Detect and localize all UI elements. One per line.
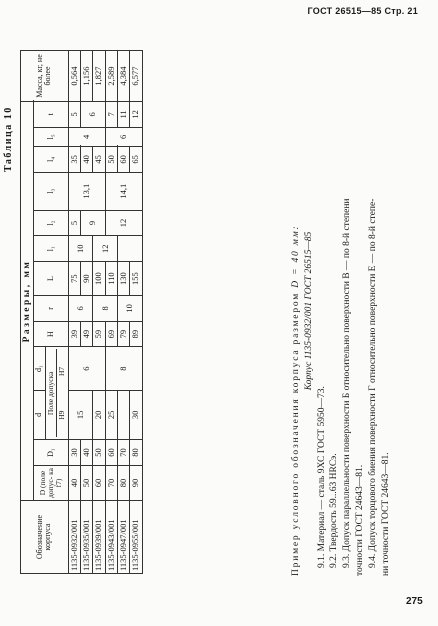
cell-l3: 14,1 (105, 172, 142, 210)
table-row (68, 51, 80, 574)
tolerance-field-header (46, 347, 69, 440)
cell-name: 1135-0932/001 (68, 501, 80, 574)
cell-t: 12 (130, 102, 142, 128)
example-line (290, 46, 303, 576)
cell-D1: 70 (118, 440, 130, 466)
cell-r: 10 (118, 295, 143, 321)
cell-l4: 40 (81, 146, 93, 172)
cell-t: 6 (81, 102, 106, 128)
cell-name: 1135-0935/001 (81, 501, 93, 574)
cell-d: 20 (93, 390, 105, 439)
cell-D: 80 (118, 466, 130, 501)
cell-mass: 1,156 (81, 51, 93, 102)
cell-mass: 0,564 (68, 51, 80, 102)
col-r-header: r (34, 295, 68, 321)
cell-D1: 50 (93, 440, 105, 466)
cell-D1: 80 (130, 440, 142, 466)
cell-L: 130 (118, 262, 130, 296)
cell-l3: 13,1 (68, 172, 105, 210)
example-formula: D = 40 мм: (291, 224, 301, 288)
cell-l4: 35 (68, 146, 80, 172)
col-l5-header: l₅ (34, 127, 68, 146)
cell-L: 155 (130, 262, 142, 296)
cell-l4: 45 (93, 146, 105, 172)
col-H-header: H (34, 321, 68, 347)
cell-L: 100 (93, 262, 105, 296)
dimensions-group-header: Размеры, мм (21, 102, 34, 501)
cell-H: 89 (130, 321, 142, 347)
note-9-4-cont: ни точности ГОСТ 24643—81. (380, 452, 391, 576)
cell-l1 (118, 236, 143, 262)
page-number: 275 (406, 596, 423, 607)
cell-l2: 9 (81, 210, 106, 236)
note-9-2: 9.2. Твердость 59...63 HRCэ. (329, 453, 340, 568)
col-d1-header: d₁ (34, 347, 46, 390)
note-9-4: 9.4. Допуск торцового биения поверхности Г относительно поверхности Е — по 8-й степе- (367, 198, 378, 568)
tolerance-h9: H9 (57, 410, 67, 420)
cell-L: 110 (105, 262, 117, 296)
page-header: ГОСТ 26515—85 Стр. 21 (307, 6, 418, 16)
cell-d1: 8 (105, 347, 142, 390)
col-mass-header: Масса, кг, не более (21, 51, 69, 102)
cell-name: 1135-0947/001 (118, 501, 130, 574)
cell-l5: 6 (105, 127, 142, 146)
cell-l2: 12 (105, 210, 142, 236)
cell-d: 25 (105, 390, 117, 439)
cell-D: 90 (130, 466, 142, 501)
cell-d (118, 390, 130, 439)
col-l1-header: l₁ (34, 236, 68, 262)
cell-l1: 10 (68, 236, 93, 262)
cell-L: 75 (68, 262, 80, 296)
cell-d1: 6 (68, 347, 105, 390)
cell-t: 5 (68, 102, 80, 128)
cell-l5: 4 (68, 127, 105, 146)
col-D1-header: D₁ (34, 440, 68, 466)
col-l2-header: l₂ (34, 210, 68, 236)
cell-H: 49 (81, 321, 93, 347)
cell-H: 39 (68, 321, 80, 347)
tolerance-h7: H7 (57, 366, 67, 376)
cell-H: 79 (118, 321, 130, 347)
cell-mass: 2,589 (105, 51, 117, 102)
example-code: Корпус 1135-0932/001 ГОСТ 26515—85 (303, 231, 314, 391)
col-d-header: d (34, 390, 46, 439)
cell-t: 7 (105, 102, 117, 128)
col-l4-header: l₄ (34, 146, 68, 172)
cell-r: 8 (93, 295, 118, 321)
cell-D: 60 (93, 466, 105, 501)
cell-d: 15 (68, 390, 93, 439)
cell-name: 1135-0943/001 (105, 501, 117, 574)
cell-l4: 50 (105, 146, 117, 172)
cell-name: 1135-0955/001 (130, 501, 142, 574)
col-L-header: L (34, 262, 68, 296)
cell-mass: 6,577 (130, 51, 142, 102)
cell-D1: 30 (68, 440, 80, 466)
cell-L: 90 (81, 262, 93, 296)
col-name-header: Обозначение корпуса (21, 501, 69, 574)
tolerance-grades (56, 349, 66, 437)
cell-t: 11 (118, 102, 130, 128)
note-9-3: 9.3. Допуск параллельности поверхности Б относительно поверхности В — по 8-й степени (342, 198, 353, 568)
cell-D: 70 (105, 466, 117, 501)
col-l3-header: l₃ (34, 172, 68, 210)
cell-mass: 1,827 (93, 51, 105, 102)
cell-d: 30 (130, 390, 142, 439)
cell-D: 40 (68, 466, 80, 501)
cell-H: 59 (93, 321, 105, 347)
cell-l2: 5 (68, 210, 80, 236)
cell-r: 6 (68, 295, 93, 321)
tolerance-field-label: Поле допуска (46, 371, 56, 416)
cell-D: 50 (81, 466, 93, 501)
col-t-header: t (34, 102, 68, 128)
cell-name: 1135-0939/001 (93, 501, 105, 574)
col-D-header: D (поле допус- ка f7) (34, 466, 68, 501)
note-9-3-cont: точности ГОСТ 24643—81. (355, 464, 366, 576)
cell-l4: 65 (130, 146, 142, 172)
rotated-content (0, 30, 420, 590)
cell-l1: 12 (93, 236, 118, 262)
note-9-1: 9.1. Материал — сталь 9ХС ГОСТ 5950—73. (316, 386, 327, 568)
dimensions-table (20, 50, 143, 574)
example-lead: Пример условного обозначения корпуса размером (291, 291, 301, 576)
dimensions-table-wrap (20, 50, 143, 574)
notes-block (290, 46, 393, 576)
cell-D1: 40 (81, 440, 93, 466)
cell-H: 69 (105, 321, 117, 347)
cell-mass: 4,384 (118, 51, 130, 102)
cell-l4: 60 (118, 146, 130, 172)
cell-D1: 60 (105, 440, 117, 466)
table-label: Таблица 10 (3, 106, 14, 172)
